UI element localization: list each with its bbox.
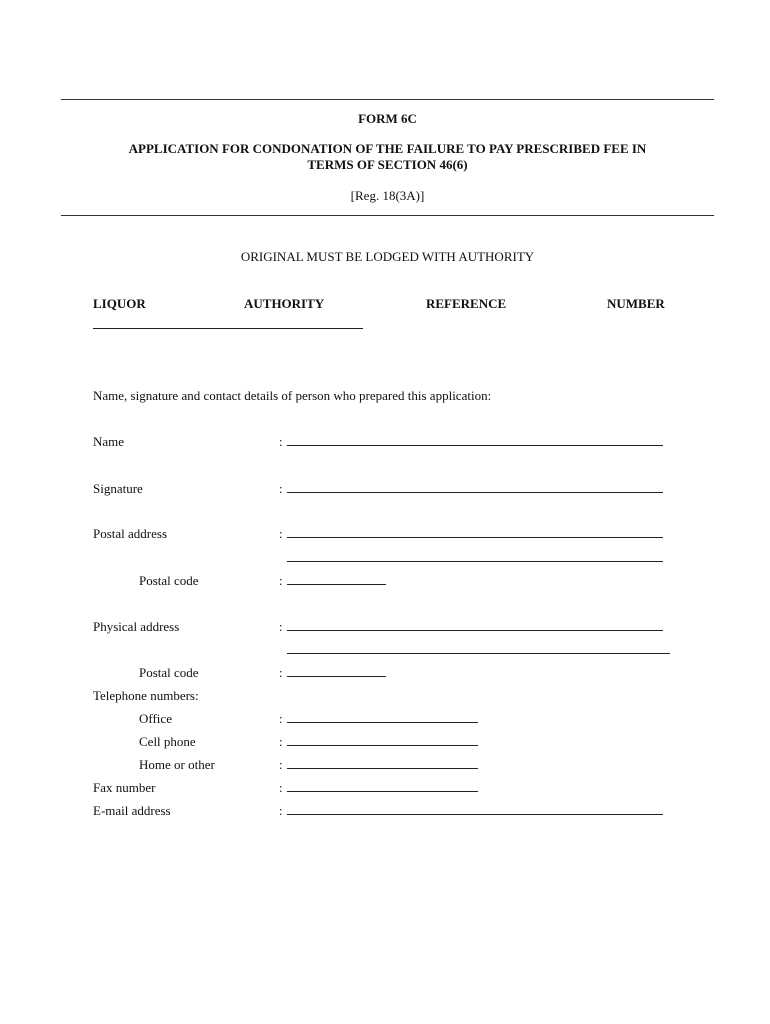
office-phone-input[interactable] xyxy=(287,722,478,723)
reference-liquor-label: LIQUOR xyxy=(93,296,146,311)
email-address-input[interactable] xyxy=(287,814,663,815)
postal-code-input[interactable] xyxy=(287,584,386,585)
email-address-colon: : xyxy=(279,803,283,818)
postal-address-input-line-1[interactable] xyxy=(287,537,663,538)
postal-address-label: Postal address xyxy=(93,526,168,541)
cell-phone-colon: : xyxy=(279,734,283,749)
telephone-numbers-heading: Telephone numbers: xyxy=(93,688,199,703)
postal-code-label: Postal code xyxy=(139,573,199,588)
lodging-notice: ORIGINAL MUST BE LODGED WITH AUTHORITY xyxy=(240,249,535,264)
physical-address-colon: : xyxy=(279,619,283,634)
signature-colon: : xyxy=(279,481,283,496)
reference-number-input[interactable] xyxy=(93,328,363,329)
home-or-other-phone-input[interactable] xyxy=(287,768,478,769)
form-number: FORM 6C xyxy=(358,111,417,126)
name-input[interactable] xyxy=(287,445,663,446)
home-or-other-label: Home or other xyxy=(139,757,215,772)
signature-input[interactable] xyxy=(287,492,663,493)
form-title-line-2: TERMS OF SECTION 46(6) xyxy=(307,157,468,172)
top-divider xyxy=(61,99,714,100)
physical-address-label: Physical address xyxy=(93,619,180,634)
home-or-other-colon: : xyxy=(279,757,283,772)
postal-address-colon: : xyxy=(279,526,283,541)
fax-number-colon: : xyxy=(279,780,283,795)
postal-address-input-line-2[interactable] xyxy=(287,561,663,562)
name-colon: : xyxy=(279,434,283,449)
signature-label: Signature xyxy=(93,481,143,496)
office-label: Office xyxy=(139,711,172,726)
physical-postal-code-label: Postal code xyxy=(139,665,199,680)
reference-number-label: NUMBER xyxy=(607,296,665,311)
cell-phone-label: Cell phone xyxy=(139,734,196,749)
form-title-line-1: APPLICATION FOR CONDONATION OF THE FAILURE TO PAY PRESCRIBED FEE IN xyxy=(128,141,647,156)
name-label: Name xyxy=(93,434,125,449)
fax-number-input[interactable] xyxy=(287,791,478,792)
office-colon: : xyxy=(279,711,283,726)
reference-reference-label: REFERENCE xyxy=(426,296,507,311)
physical-address-input-line-2[interactable] xyxy=(287,653,670,654)
fax-number-label: Fax number xyxy=(93,780,156,795)
email-address-label: E-mail address xyxy=(93,803,171,818)
bottom-divider xyxy=(61,215,714,216)
preparer-intro: Name, signature and contact details of person who prepared this application: xyxy=(93,388,492,403)
physical-postal-code-input[interactable] xyxy=(287,676,386,677)
physical-postal-code-colon: : xyxy=(279,665,283,680)
postal-code-colon: : xyxy=(279,573,283,588)
reference-authority-label: AUTHORITY xyxy=(244,296,325,311)
regulation-reference: [Reg. 18(3A)] xyxy=(350,188,425,203)
cell-phone-input[interactable] xyxy=(287,745,478,746)
physical-address-input-line-1[interactable] xyxy=(287,630,663,631)
